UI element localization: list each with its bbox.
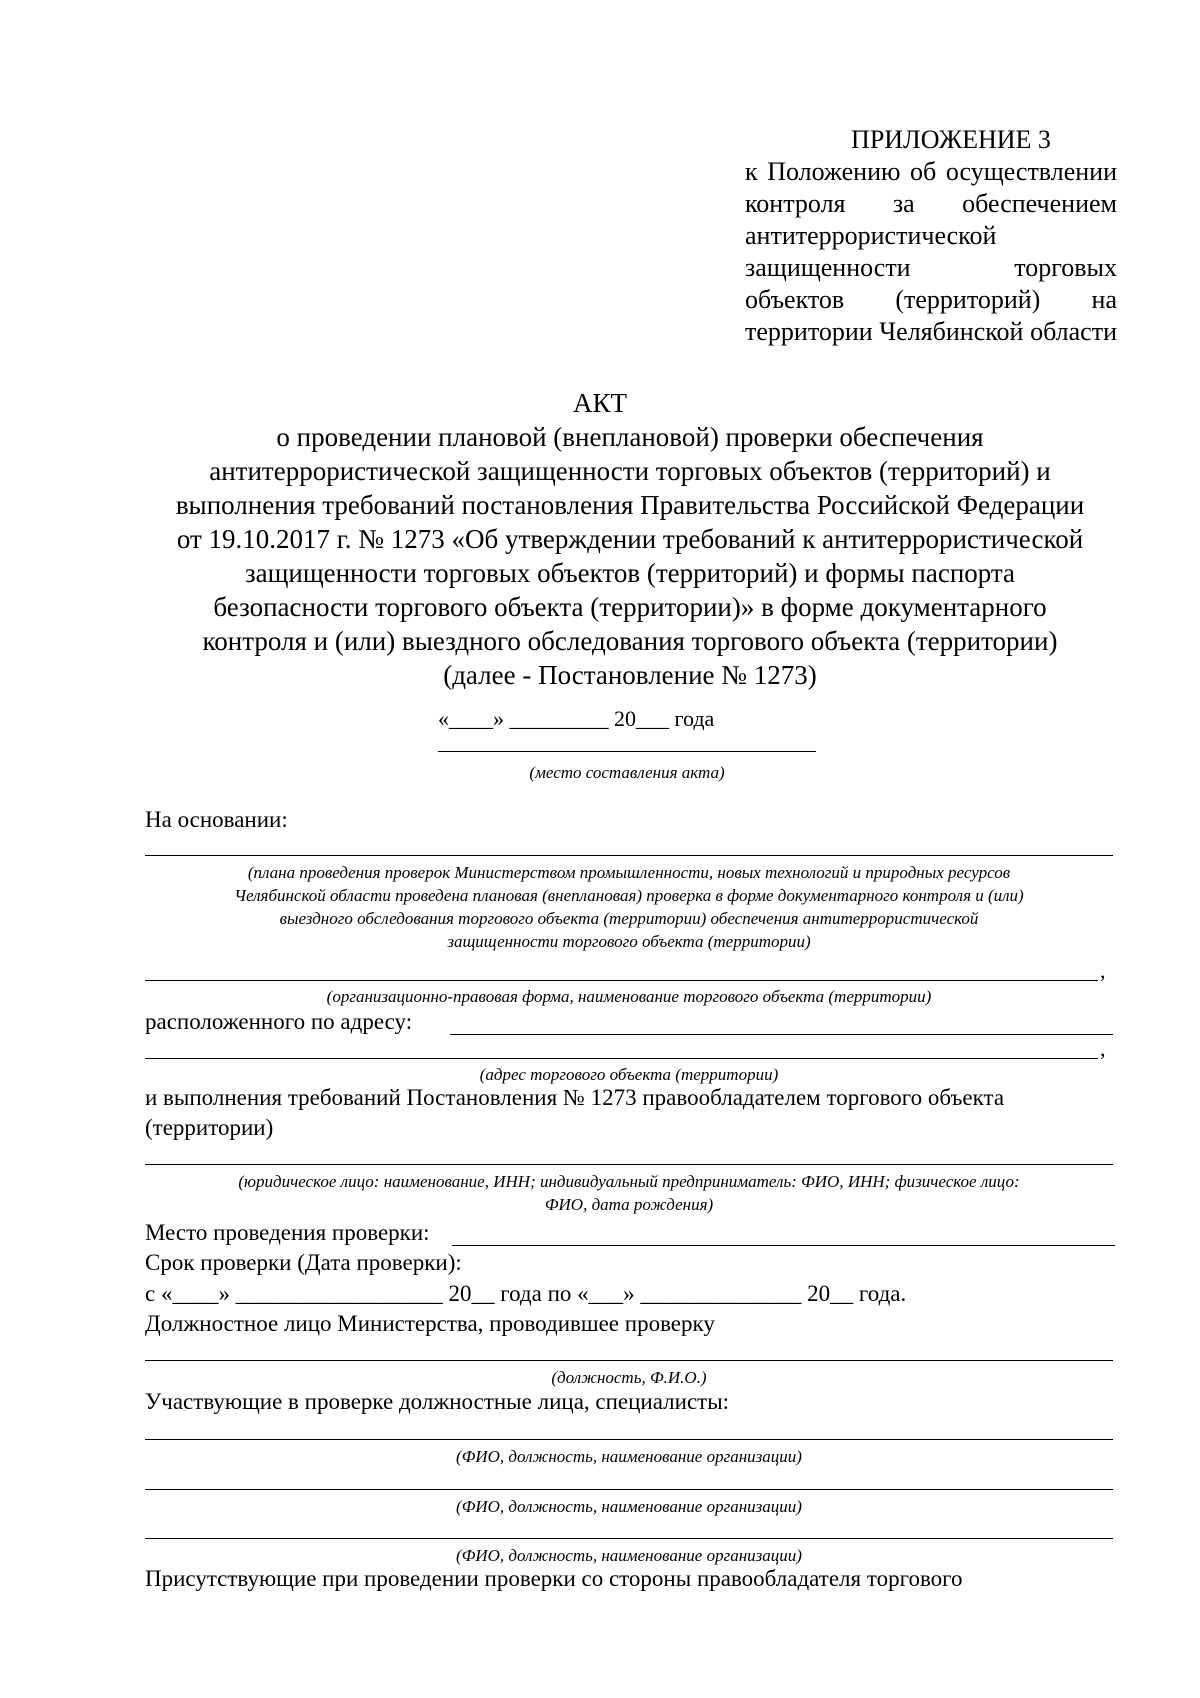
- caption-line: выездного обследования торгового объекта (территории) обеспечения антитеррористической: [279, 909, 979, 928]
- basis-label: На основании:: [145, 807, 288, 832]
- present-label: Присутствующие при проведении проверки со стороны правообладателя торгового: [145, 1566, 963, 1591]
- requirements-line: и выполнения требований Постановления № 1273 правообладателем торгового объекта: [145, 1085, 1005, 1110]
- appendix-line: к Положению об осуществлении: [745, 157, 1117, 186]
- appendix-title: ПРИЛОЖЕНИЕ 3: [851, 125, 1051, 154]
- basis-caption: [145, 861, 1113, 953]
- comma: ,: [1100, 958, 1106, 983]
- caption-line: ФИО, дата рождения): [544, 1195, 714, 1214]
- holder-blank-line[interactable]: [145, 1164, 1113, 1165]
- act-line: антитеррористической защищенности торговых объектов (территорий) и: [209, 456, 1051, 486]
- act-title: АКТ: [573, 388, 627, 418]
- act-date-field[interactable]: «____» _________ 20___ года: [438, 706, 715, 731]
- participant-blank-line[interactable]: [145, 1538, 1113, 1539]
- address-blank-line-2[interactable]: [145, 1058, 1098, 1059]
- requirements-line: (территории): [145, 1115, 274, 1140]
- act-line: (далее - Постановление № 1273): [443, 660, 817, 690]
- appendix-line: контроля за обеспечением: [745, 189, 1117, 218]
- appendix-line: территории Челябинской области: [745, 317, 1117, 346]
- participant-caption: (ФИО, должность, наименование организации): [456, 1497, 802, 1516]
- address-label: расположенного по адресу:: [145, 1009, 413, 1034]
- inspection-place-blank-line[interactable]: [452, 1245, 1115, 1246]
- participant-blank-line[interactable]: [145, 1489, 1113, 1490]
- term-dates-field[interactable]: с «____» __________________ 20__ года по «___» ______________ 20__ года.: [145, 1281, 907, 1306]
- official-label: Должностное лицо Министерства, проводившее проверку: [145, 1311, 715, 1336]
- official-blank-line[interactable]: [145, 1360, 1113, 1361]
- address-caption: (адрес торгового объекта (территории): [479, 1065, 779, 1084]
- caption-line: (плана проведения проверок Министерством промышленности, новых технологий и природных ресурсов: [247, 863, 1011, 882]
- address-blank-line[interactable]: [450, 1034, 1113, 1035]
- participants-label: Участвующие в проверке должностные лица, специалисты:: [145, 1389, 730, 1414]
- act-description: [140, 420, 1120, 692]
- appendix-line: антитеррористической: [745, 221, 997, 250]
- act-line: контроля и (или) выездного обследования торгового объекта (территории): [202, 626, 1058, 656]
- organization-blank-line[interactable]: [145, 980, 1098, 981]
- participant-caption: (ФИО, должность, наименование организации): [456, 1447, 802, 1466]
- act-line: от 19.10.2017 г. № 1273 «Об утверждении требований к антитеррористической: [176, 524, 1084, 554]
- caption-line: (юридическое лицо: наименование, ИНН; индивидуальный предприниматель: ФИО, ИНН; физическое лицо:: [238, 1172, 1020, 1191]
- participant-blank-line[interactable]: [145, 1439, 1113, 1440]
- comma: ,: [1100, 1036, 1106, 1061]
- place-caption: (место составления акта): [529, 763, 725, 782]
- participant-caption: (ФИО, должность, наименование организации): [456, 1546, 802, 1565]
- term-label: Срок проверки (Дата проверки):: [145, 1250, 462, 1275]
- basis-blank-line[interactable]: [145, 855, 1113, 856]
- inspection-place-label: Место проведения проверки:: [145, 1220, 430, 1245]
- appendix-block: [745, 124, 1117, 348]
- official-caption: (должность, Ф.И.О.): [551, 1368, 707, 1387]
- act-line: о проведении плановой (внеплановой) проверки обеспечения: [276, 422, 984, 452]
- organization-caption: (организационно-правовая форма, наименование торгового объекта (территории): [326, 987, 932, 1006]
- holder-caption: [145, 1170, 1113, 1216]
- act-line: выполнения требований постановления Правительства Российской Федерации: [175, 490, 1085, 520]
- caption-line: Челябинской области проведена плановая (внеплановая) проверка в форме документарного контроля и (или): [234, 886, 1024, 905]
- appendix-line: объектов (территорий) на: [745, 285, 1117, 314]
- appendix-line: защищенности торговых: [745, 253, 1117, 282]
- caption-line: защищенности торгового объекта (территории): [447, 932, 811, 951]
- act-line: безопасности торгового объекта (территории)» в форме документарного: [213, 592, 1047, 622]
- place-blank-line[interactable]: [438, 751, 816, 752]
- act-line: защищенности торговых объектов (территорий) и формы паспорта: [244, 558, 1016, 588]
